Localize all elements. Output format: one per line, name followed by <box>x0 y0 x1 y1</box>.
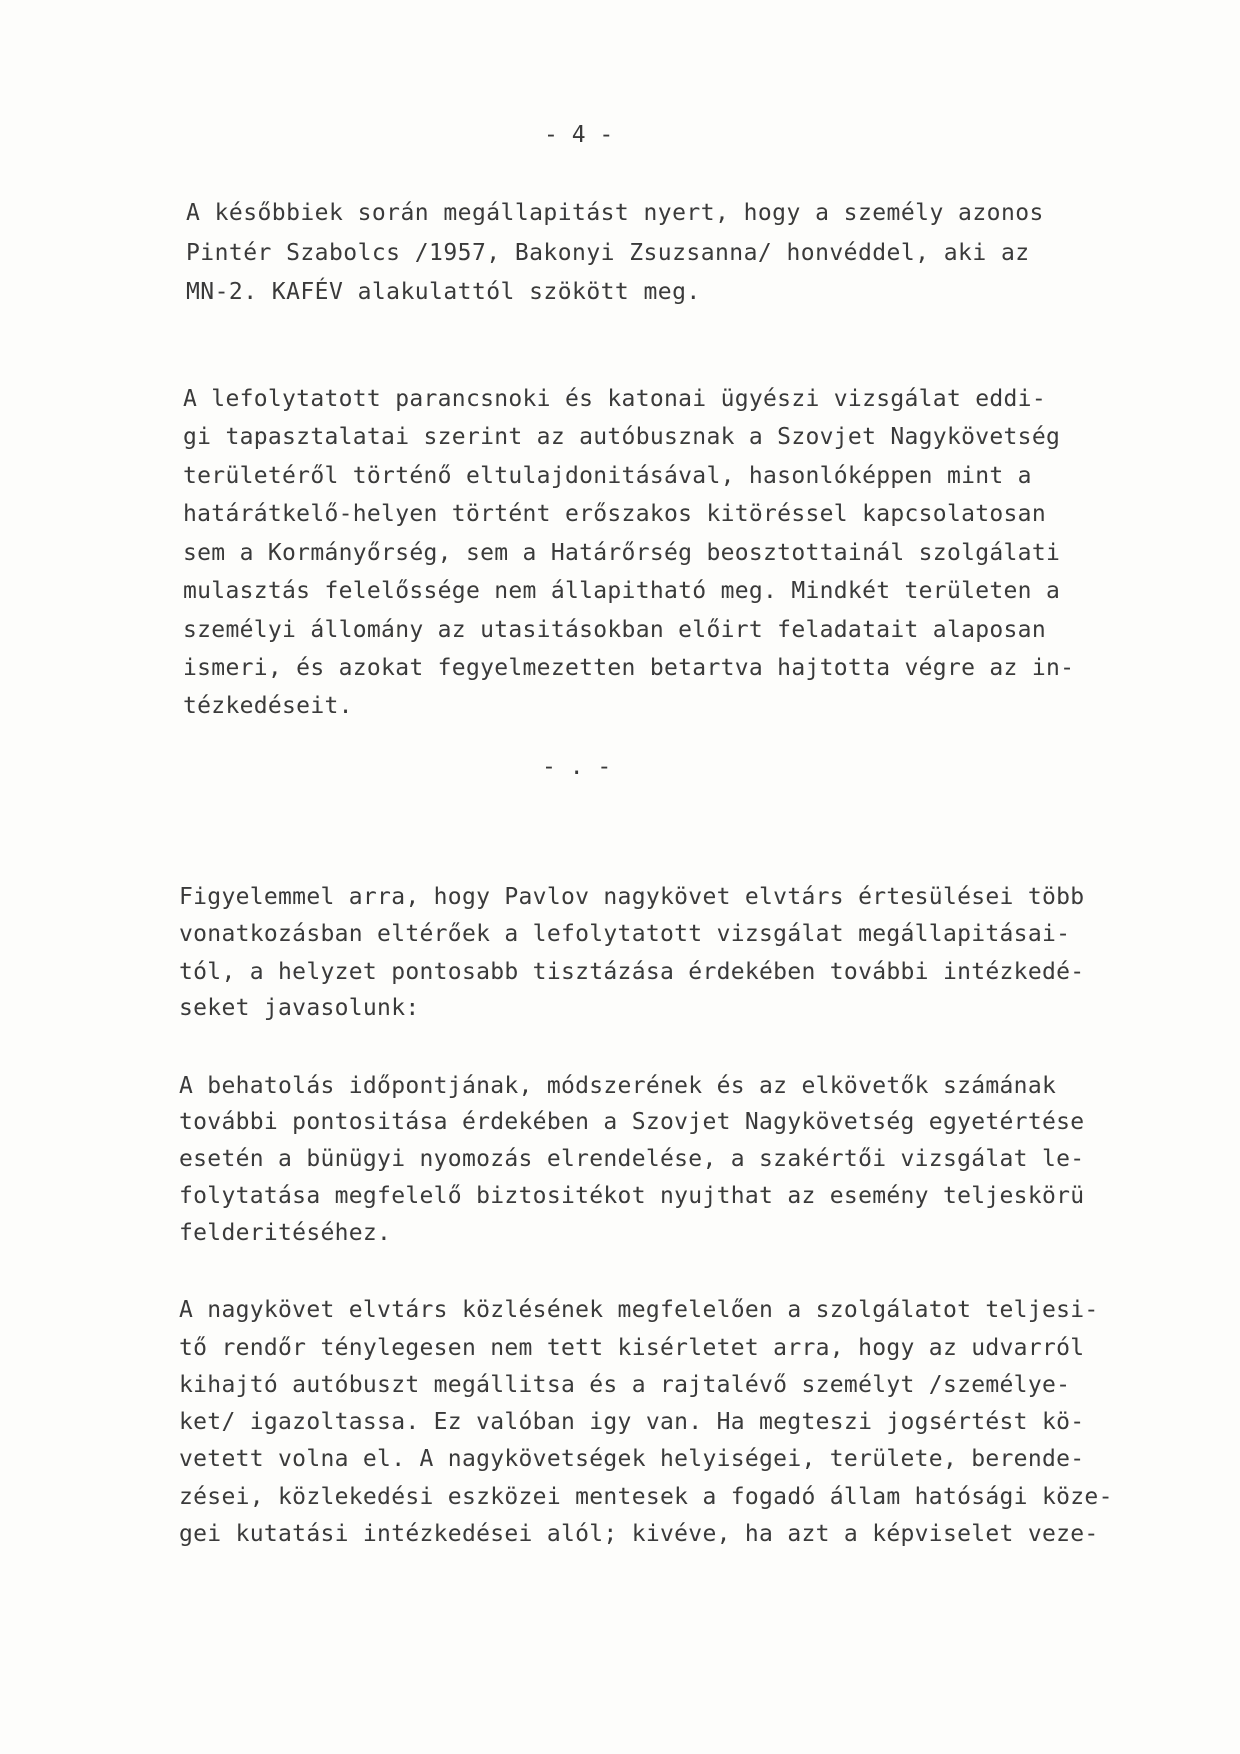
text-line: esetén a bünügyi nyomozás elrendelése, a szakértői vizsgálat le- <box>179 1146 1085 1172</box>
text-line: gi tapasztalatai szerint az autóbusznak a Szovjet Nagykövetség <box>183 424 1061 450</box>
text-line: határátkelő-helyen történt erőszakos kitöréssel kapcsolatosan <box>183 501 1046 527</box>
text-line: ket/ igazoltassa. Ez valóban igy van. Ha megteszi jogsértést kö- <box>179 1409 1085 1435</box>
text-line: tézkedéseit. <box>183 693 353 719</box>
text-line: tól, a helyzet pontosabb tisztázása érdekében további intézkedé- <box>179 959 1085 985</box>
text-line: vetett volna el. A nagykövetségek helyiségei, területe, berende- <box>179 1446 1085 1472</box>
text-line: MN-2. KAFÉV alakulattól szökött meg. <box>186 279 701 305</box>
text-line: kihajtó autóbuszt megállitsa és a rajtalévő személyt /személye- <box>179 1372 1071 1398</box>
page-number: - 4 - <box>544 122 614 148</box>
text-line: tő rendőr ténylegesen nem tett kisérletet arra, hogy az udvarról <box>179 1335 1085 1361</box>
text-line: sem a Kormányőrség, sem a Határőrség beosztottainál szolgálati <box>183 540 1061 566</box>
text-line: seket javasolunk: <box>179 995 420 1021</box>
text-line: zései, közlekedési eszközei mentesek a fogadó állam hatósági köze- <box>179 1484 1113 1510</box>
text-line: ismeri, és azokat fegyelmezetten betartva hajtotta végre az in- <box>183 655 1075 681</box>
text-line: mulasztás felelőssége nem állapitható meg. Mindkét területen a <box>183 578 1061 604</box>
text-line: további pontositása érdekében a Szovjet Nagykövetség egyetértése <box>179 1109 1085 1135</box>
text-line: Pintér Szabolcs /1957, Bakonyi Zsuzsanna/ honvéddel, aki az <box>186 240 1030 266</box>
text-line: A nagykövet elvtárs közlésének megfelelően a szolgálatot teljesi- <box>179 1297 1099 1323</box>
text-line: személyi állomány az utasitásokban előirt feladatait alaposan <box>183 617 1046 643</box>
text-line: A lefolytatott parancsnoki és katonai ügyészi vizsgálat eddi- <box>183 386 1046 412</box>
section-separator: - . - <box>542 754 612 780</box>
text-line: vonatkozásban eltérőek a lefolytatott vizsgálat megállapitásai- <box>179 921 1071 947</box>
text-line: területéről történő eltulajdonitásával, hasonlóképpen mint a <box>183 463 1032 489</box>
text-line: felderitéséhez. <box>179 1220 392 1246</box>
text-line: Figyelemmel arra, hogy Pavlov nagykövet elvtárs értesülései több <box>179 884 1085 910</box>
text-line: gei kutatási intézkedései alól; kivéve, ha azt a képviselet veze- <box>179 1521 1099 1547</box>
text-line: folytatása megfelelő biztositékot nyujthat az esemény teljeskörü <box>179 1183 1085 1209</box>
text-line: A későbbiek során megállapitást nyert, hogy a személy azonos <box>186 200 1044 226</box>
text-line: A behatolás időpontjának, módszerének és az elkövetők számának <box>179 1073 1057 1099</box>
